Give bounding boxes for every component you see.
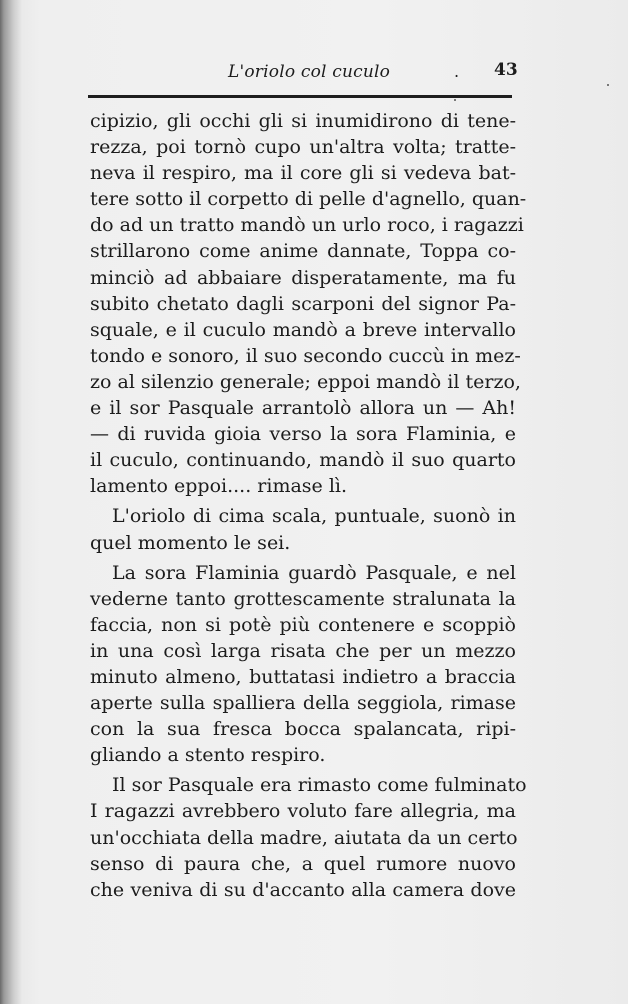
paper-speck <box>454 99 456 101</box>
text-line: quel momento le sei. <box>90 531 291 554</box>
page-gutter-shadow <box>0 0 22 1004</box>
paragraph <box>90 772 527 902</box>
text-line: cipizio, gli occhi gli si inumidirono di tene- <box>90 110 516 132</box>
text-line: La sora Flaminia guardò Pasquale, e nel <box>112 561 516 584</box>
text-line: I ragazzi avrebbero voluto fare allegria, ma <box>90 800 516 823</box>
running-title: L'oriolo col cuculo <box>228 62 391 82</box>
text-line: lamento eppoi.... rimase lì. <box>90 475 348 498</box>
text-line: che veniva di su d'accanto alla camera dove <box>90 878 516 901</box>
text-line: il cuculo, continuando, mandò il suo quarto <box>90 449 516 472</box>
paragraph <box>90 503 516 555</box>
text-line: e il sor Pasquale arrantolò allora un — Ah! <box>90 397 516 420</box>
text-line: faccia, non si potè più contenere e scoppiò <box>90 613 516 636</box>
text-line: un'occhiata della madre, aiutata da un certo <box>90 826 518 849</box>
text-line: squale, e il cuculo mandò a breve intervallo <box>90 318 516 341</box>
body-text <box>90 108 527 903</box>
text-line: con la sua fresca bocca spalancata, ripi- <box>90 718 516 741</box>
paragraph <box>90 108 527 499</box>
text-line: tondo e sonoro, il suo secondo cuccù in mez- <box>90 344 521 367</box>
page-number: 43 <box>494 60 518 80</box>
text-line: L'oriolo di cima scala, puntuale, suonò in <box>112 505 516 528</box>
text-line: — di ruvida gioia verso la sora Flaminia, e <box>90 423 516 446</box>
running-head <box>90 58 518 88</box>
text-line: Il sor Pasquale era rimasto come fulminato <box>112 774 527 797</box>
text-line: aperte sulla spalliera della seggiola, rimase <box>90 692 516 715</box>
text-line: zo al silenzio generale; eppoi mandò il terzo, <box>90 370 521 393</box>
text-line: strillarono come anime dannate, Toppa co- <box>90 240 516 263</box>
header-rule <box>88 95 512 98</box>
text-line: senso di paura che, a quel rumore nuovo <box>90 852 516 875</box>
text-line: in una così larga risata che per un mezzo <box>90 639 516 662</box>
text-line: vederne tanto grottescamente stralunata la <box>90 587 516 610</box>
text-line: minciò ad abbaiare disperatamente, ma fu <box>90 266 516 289</box>
text-line: do ad un tratto mandò un urlo roco, i ragazzi <box>90 214 524 237</box>
text-line: tere sotto il corpetto di pelle d'agnello, quan- <box>90 188 527 211</box>
text-line: subito chetato dagli scarponi del signor Pa- <box>90 292 516 315</box>
text-line: rezza, poi tornò cupo un'altra volta; tratte- <box>90 136 516 159</box>
text-line: gliando a stento respiro. <box>90 744 326 767</box>
paragraph <box>90 560 516 769</box>
header-separator: . <box>454 62 460 81</box>
text-line: neva il respiro, ma il core gli si vedeva bat- <box>90 162 516 185</box>
text-line: minuto almeno, buttatasi indietro a braccia <box>90 665 516 688</box>
paper-speck <box>607 84 609 86</box>
